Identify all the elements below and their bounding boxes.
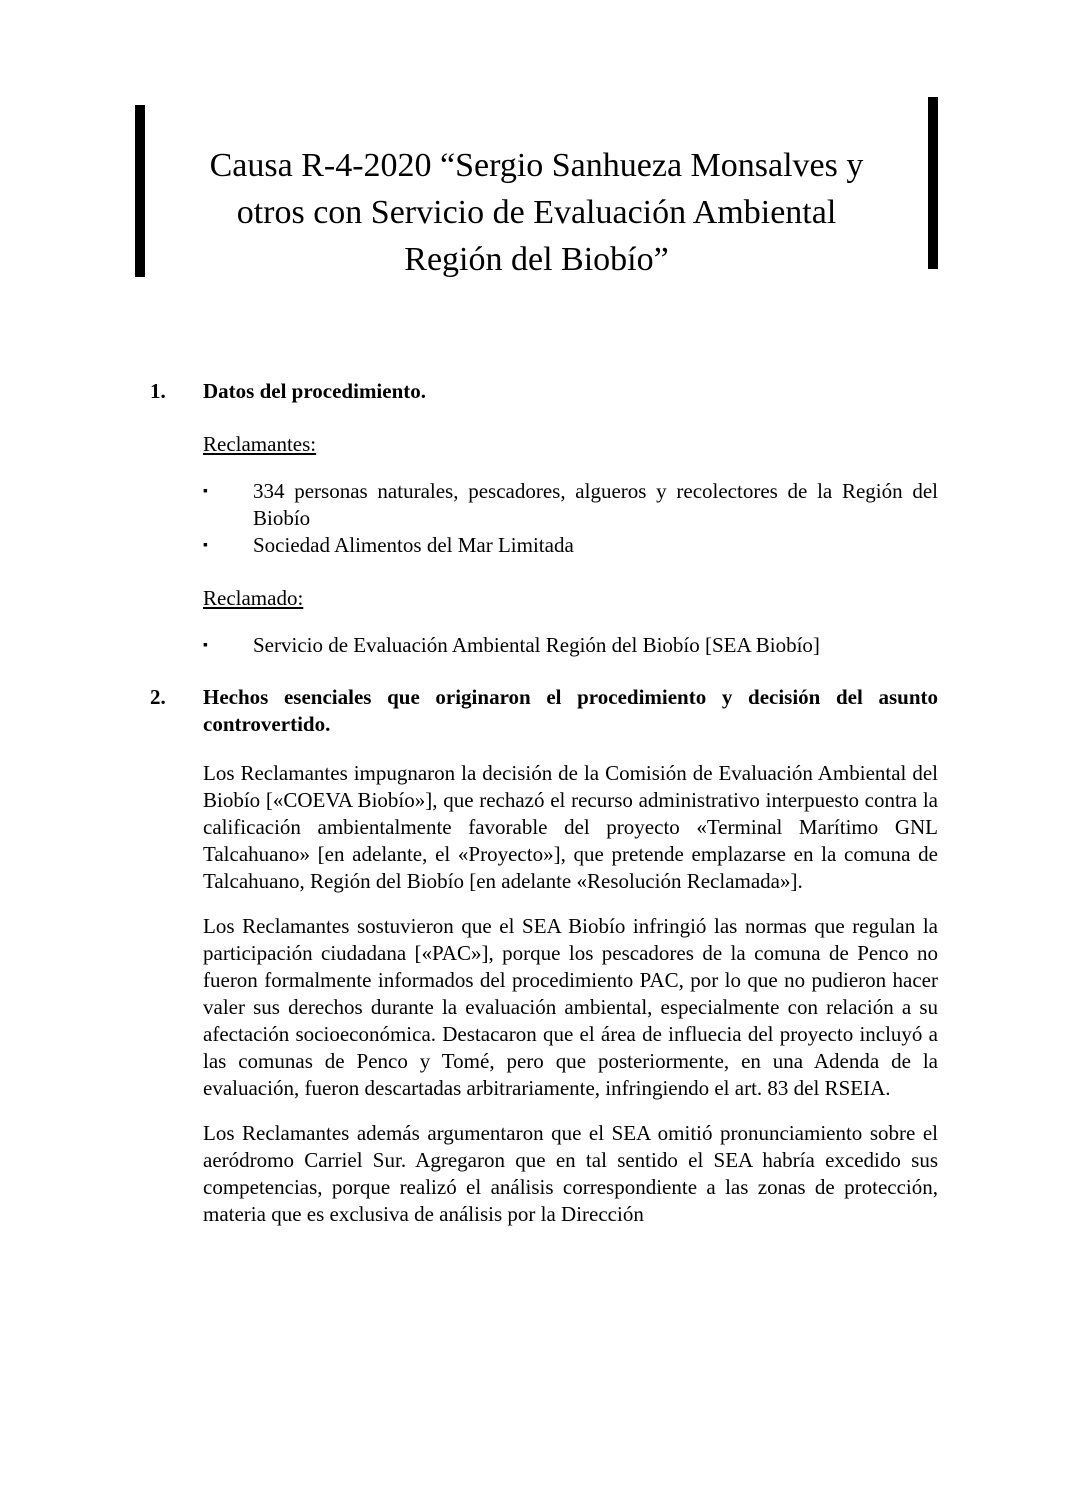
section-2-body bbox=[203, 760, 938, 1228]
section-datos-procedimiento bbox=[150, 378, 938, 659]
section-1-body bbox=[203, 431, 938, 659]
section-heading: Datos del procedimiento. bbox=[203, 379, 427, 403]
claimants-list bbox=[203, 478, 938, 559]
title-line-3: Región del Biobío” bbox=[404, 240, 669, 278]
claimant-text: Sociedad Alimentos del Mar Limitada bbox=[253, 533, 574, 557]
paragraph: Los Reclamantes sostuvieron que el SEA Biobío infringió las normas que regulan la participación ciudadana [«PAC»], porque los pescadores de la comuna de Penco no fueron formalmente informados del procedimiento PAC, por lo que no pudieron hacer valer sus derechos durante la evaluación ambiental, especialmente con relación a su afectación socioeconómica. Destacaron que el área de influecia del proyecto incluyó a las comunas de Penco y Tomé, pero que posteriormente, en una Adenda de la evaluación, fueron descartadas arbitrariamente, infringiendo el art. 83 del RSEIA. bbox=[203, 914, 938, 1100]
respondent-list bbox=[203, 632, 938, 659]
title-block bbox=[135, 97, 938, 277]
bullet-square-icon: ▪ bbox=[203, 484, 208, 499]
title-right-bar bbox=[928, 97, 938, 269]
respondent-text: Servicio de Evaluación Ambiental Región del Biobío [SEA Biobío] bbox=[253, 633, 820, 657]
list-item bbox=[203, 478, 938, 532]
paragraph: Los Reclamantes impugnaron la decisión de la Comisión de Evaluación Ambiental del Biobío [«COEVA Biobío»], que rechazó el recurso administrativo interpuesto contra la calificación ambientalmente favorable del proyecto «Terminal Marítimo GNL Talcahuano» [en adelante, el «Proyecto»], que pretende emplazarse en la comuna de Talcahuano, Región del Biobío [en adelante «Resolución Reclamada»]. bbox=[203, 761, 938, 893]
list-item bbox=[203, 532, 938, 559]
section-1-heading-row bbox=[150, 378, 938, 405]
paragraph: Los Reclamantes además argumentaron que el SEA omitió pronunciamiento sobre el aeródromo Carriel Sur. Agregaron que en tal sentido el SEA habría excedido sus competencias, porque realizó el análisis correspondiente a las zonas de protección, materia que es exclusiva de análisis por la Dirección bbox=[203, 1121, 938, 1226]
document-body bbox=[150, 378, 938, 1228]
respondent-label: Reclamado: bbox=[203, 586, 304, 610]
section-number: 1. bbox=[150, 379, 166, 403]
document-title bbox=[145, 120, 928, 283]
title-line-2: otros con Servicio de Evaluación Ambiental bbox=[236, 193, 837, 231]
section-heading: Hechos esenciales que originaron el procedimiento y decisión del asunto controvertido. bbox=[203, 685, 938, 736]
bullet-square-icon: ▪ bbox=[203, 638, 208, 653]
list-item bbox=[203, 632, 938, 659]
section-hechos-esenciales bbox=[150, 684, 938, 1228]
title-left-bar bbox=[135, 105, 145, 277]
bullet-square-icon: ▪ bbox=[203, 538, 208, 553]
section-number: 2. bbox=[150, 685, 166, 709]
document-page bbox=[0, 97, 1088, 1505]
section-2-heading-row bbox=[150, 684, 938, 738]
claimant-text: 334 personas naturales, pescadores, algueros y recolectores de la Región del Biobío bbox=[253, 479, 938, 530]
claimants-label: Reclamantes: bbox=[203, 432, 317, 456]
title-line-1: Causa R-4-2020 “Sergio Sanhueza Monsalves y bbox=[209, 146, 864, 184]
